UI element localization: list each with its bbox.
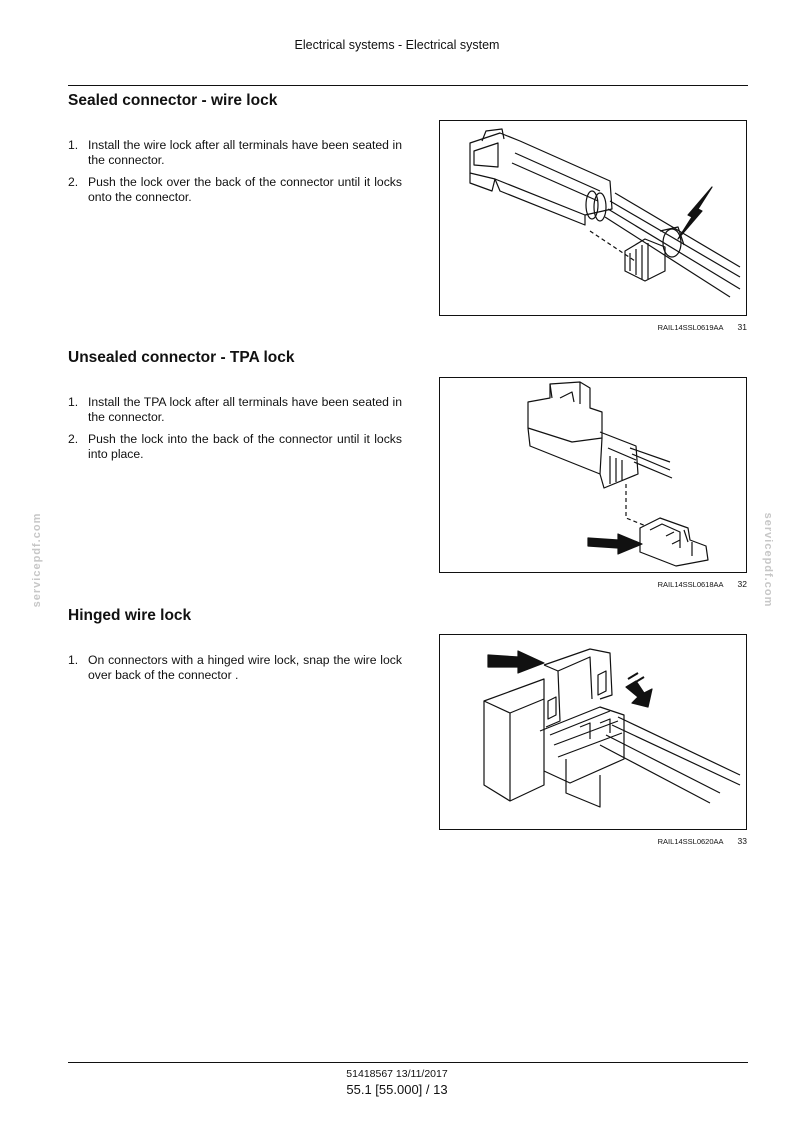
step-item: 1. On connectors with a hinged wire lock, snap the wire lock over back of the connector . <box>68 653 402 682</box>
document-id: 51418567 13/11/2017 <box>346 1068 448 1080</box>
figure-sealed-connector-illustration <box>439 120 747 316</box>
page-header-title: Electrical systems - Electrical system <box>294 38 500 52</box>
step-item: 1. Install the TPA lock after all terminals have been seated in the connector. <box>68 395 402 424</box>
figure-number: 31 <box>737 322 747 332</box>
watermark-left: servicepdf.com <box>31 512 43 608</box>
figure-code: RAIL14SSL0618AA <box>657 580 724 589</box>
step-list <box>68 138 402 212</box>
figure-code: RAIL14SSL0620AA <box>657 837 724 846</box>
section-heading: Unsealed connector - TPA lock <box>68 349 295 366</box>
figure-number: 32 <box>737 579 747 589</box>
page-footer <box>0 1068 794 1097</box>
section-heading: Sealed connector - wire lock <box>68 92 278 109</box>
header-rule <box>68 85 748 86</box>
figure-tpa-lock-illustration <box>439 377 747 573</box>
step-item: 1. Install the wire lock after all terminals have been seated in the connector. <box>68 138 402 167</box>
page-reference: 55.1 [55.000] / 13 <box>346 1082 448 1097</box>
step-item: 2. Push the lock into the back of the connector until it locks into place. <box>68 432 402 461</box>
figure-caption <box>439 836 747 846</box>
figure-code: RAIL14SSL0619AA <box>657 323 724 332</box>
figure-number: 33 <box>737 836 747 846</box>
step-list <box>68 395 402 469</box>
figure-caption <box>439 579 747 589</box>
section-heading: Hinged wire lock <box>68 607 192 624</box>
step-item: 2. Push the lock over the back of the connector until it locks onto the connector. <box>68 175 402 204</box>
watermark-right: servicepdf.com <box>762 512 774 608</box>
figure-caption <box>439 322 747 332</box>
footer-rule <box>68 1062 748 1063</box>
step-list <box>68 653 402 690</box>
figure-hinged-wire-lock-illustration <box>439 634 747 830</box>
